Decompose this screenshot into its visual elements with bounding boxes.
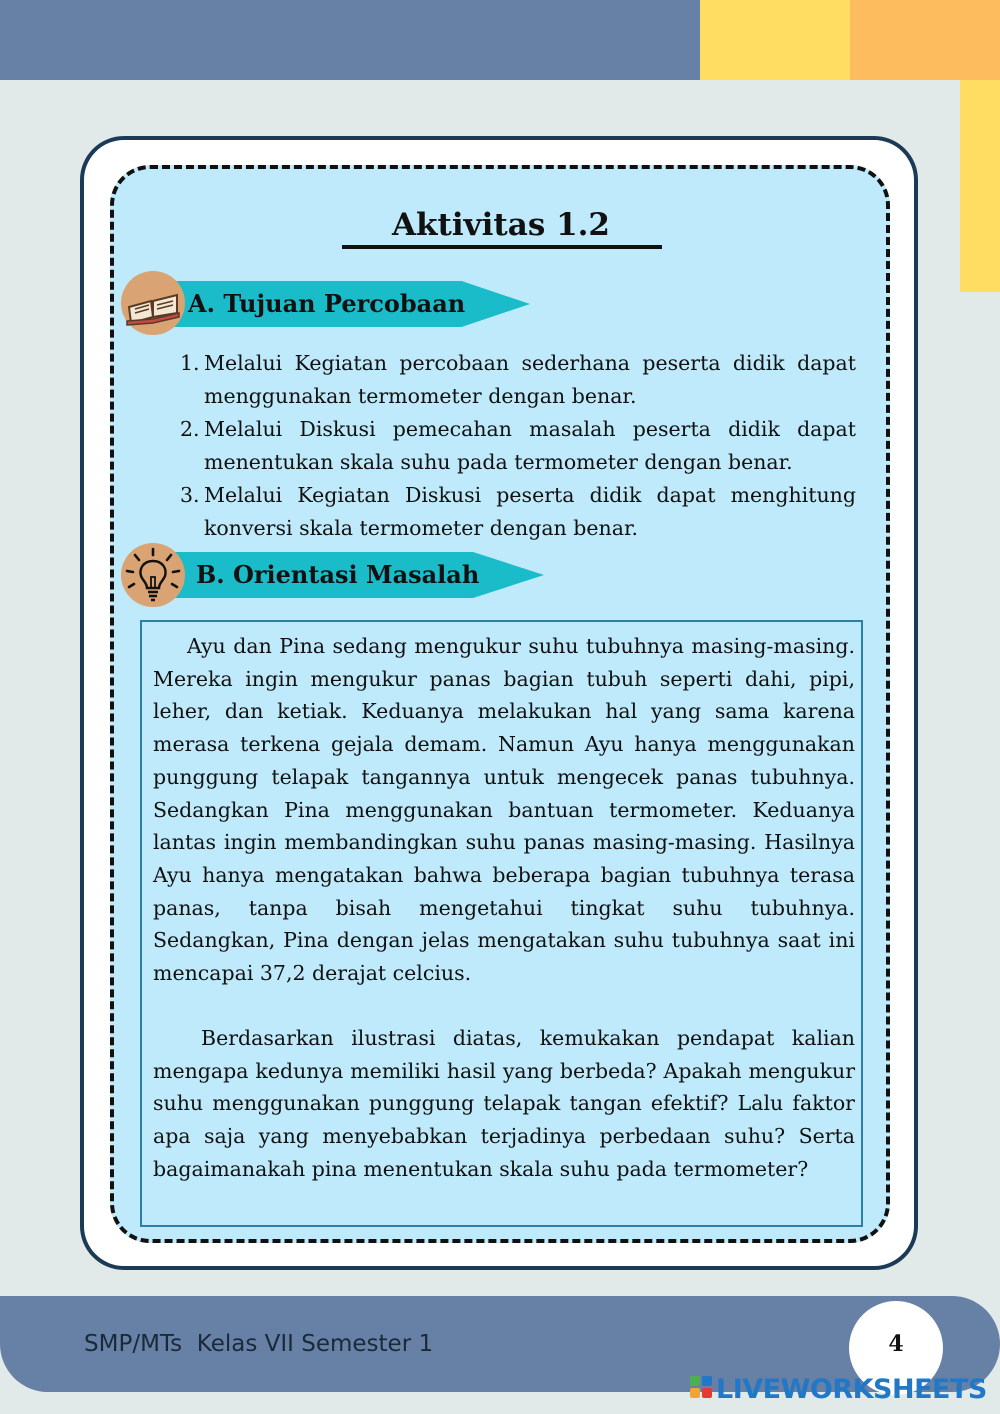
title-underline	[342, 245, 662, 249]
problem-paragraph-1: Ayu dan Pina sedang mengukur suhu tubuhnya masing-masing. Mereka ingin mengukur panas bagian tubuh seperti dahi, pipi, leher, dan ketiak. Keduanya melakukan hal yang sama karena merasa terkena gejala demam. Namun Ayu hanya menggunakan punggung telapak tangannya untuk mengecek panas tubuhnya. Sedangkan Pina menggunakan bantuan termometer. Keduanya lantas ingin membandingkan suhu panas masing-masing. Hasilnya Ayu hanya mengatakan bahwa beberapa bagian tubuhnya terasa panas, tanpa bisah mengetahui tingkat suhu tubuhnya. Sedangkan, Pina dengan jelas mengatakan suhu tubuhnya saat ini mencapai 37,2 derajat celcius.	[153, 634, 855, 986]
book-icon	[121, 271, 185, 335]
problem-paragraph-2: Berdasarkan ilustrasi diatas, kemukakan pendapat kalian mengapa kedunya memiliki hasil yang berbeda? Apakah mengukur suhu menggunakan punggung telapak tangan efektif? Lalu faktor apa saja yang menyebabkan terjadinya perbedaan suhu? Serta bagaimanakah pina menentukan skala suhu pada termometer?	[153, 1026, 855, 1181]
list-item: 2. Melalui Diskusi pemecahan masalah peserta didik dapat menentukan skala suhu pada termometer dengan benar.	[180, 417, 856, 474]
accent-block-orange	[850, 0, 1000, 80]
header-band	[0, 0, 700, 80]
accent-side-bar	[960, 80, 1000, 292]
goals-list	[180, 347, 856, 545]
list-item: 3. Melalui Kegiatan Diskusi peserta didik dapat menghitung konversi skala termometer dengan benar.	[180, 483, 856, 540]
watermark: LIVEWORKSHEETS	[716, 1374, 987, 1405]
page-number: 4	[888, 1331, 904, 1357]
section-a-heading: A. Tujuan Percobaan	[188, 289, 466, 318]
lightbulb-icon	[121, 543, 185, 607]
section-b-heading: B. Orientasi Masalah	[196, 560, 480, 589]
accent-block-yellow	[700, 0, 850, 80]
page-title: Aktivitas 1.2	[392, 207, 610, 243]
list-item: 1. Melalui Kegiatan percobaan sederhana peserta didik dapat menggunakan termometer dengan benar.	[180, 351, 856, 408]
footer-label: SMP/MTs Kelas VII Semester 1	[84, 1331, 434, 1357]
liveworksheets-logo-icon	[690, 1376, 714, 1404]
